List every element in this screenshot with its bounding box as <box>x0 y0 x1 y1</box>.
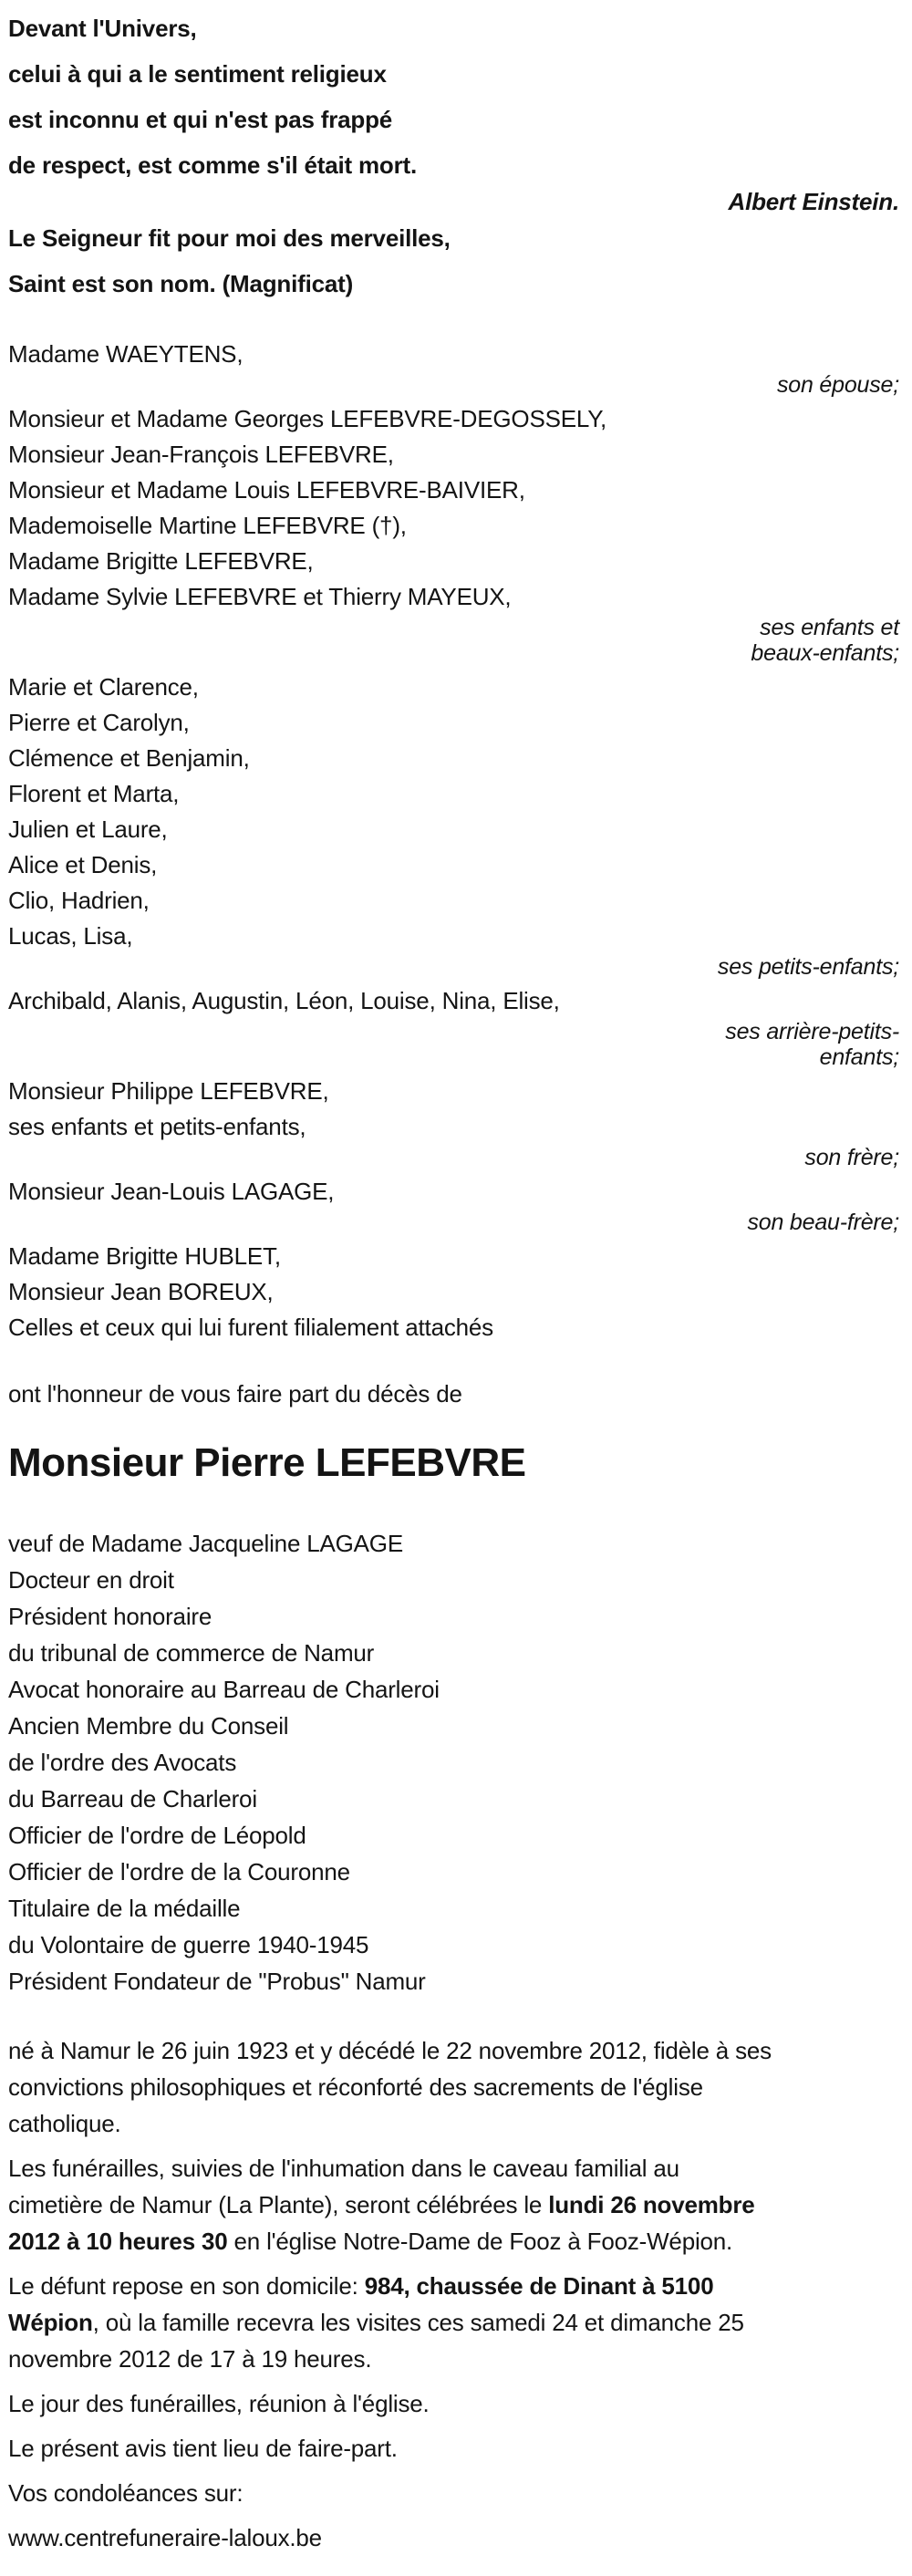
name-line: Monsieur Jean-François LEFEBVRE, <box>8 441 394 468</box>
name-line: ses enfants et petits-enfants, <box>8 1113 306 1140</box>
quote-line: de respect, est comme s'il était mort. <box>8 151 417 179</box>
relation-line: enfants; <box>819 1044 899 1070</box>
paragraph-line <box>8 2475 899 2511</box>
honor-line: Docteur en droit <box>8 1566 174 1594</box>
name-line: Madame Sylvie LEFEBVRE et Thierry MAYEUX, <box>8 583 512 610</box>
paragraph <box>8 2475 899 2511</box>
paragraph-line <box>8 2150 899 2186</box>
name-line: Celles et ceux qui lui furent filialement attachés <box>8 1314 493 1341</box>
honor-line: du Volontaire de guerre 1940-1945 <box>8 1931 369 1958</box>
name-line: Madame Brigitte LEFEBVRE, <box>8 547 314 575</box>
name-line: Monsieur et Madame Georges LEFEBVRE-DEGOSSELY, <box>8 405 607 432</box>
honors-list <box>8 1525 899 2000</box>
paragraph-line <box>8 2268 899 2304</box>
text-segment: www.centrefuneraire-laloux.be <box>8 2524 322 2551</box>
bold-segment: 2012 à 10 heures 30 <box>8 2228 228 2255</box>
paragraph <box>8 2430 899 2467</box>
text-segment: novembre 2012 de 17 à 19 heures. <box>8 2345 372 2373</box>
paragraph-line <box>8 2186 899 2223</box>
relation-line: beaux-enfants; <box>751 640 899 666</box>
family-group <box>8 401 899 666</box>
name-line: Alice et Denis, <box>8 851 158 878</box>
family-group <box>8 670 899 980</box>
honor-line: du Barreau de Charleroi <box>8 1785 257 1813</box>
text-segment: cimetière de Namur (La Plante), seront célébrées le <box>8 2191 549 2218</box>
relation-line: ses petits-enfants; <box>717 954 899 980</box>
honor-line: du tribunal de commerce de Namur <box>8 1639 375 1667</box>
paragraph-line <box>8 2105 899 2142</box>
bold-segment: Wépion <box>8 2309 93 2336</box>
family-group <box>8 1174 899 1235</box>
name-line: Pierre et Carolyn, <box>8 709 190 736</box>
funeral-details <box>8 2032 899 2556</box>
family-group <box>8 983 899 1070</box>
quote-line: est inconnu et qui n'est pas frappé <box>8 106 393 133</box>
family-group <box>8 1239 899 1345</box>
quote-line: Devant l'Univers, <box>8 15 197 42</box>
honor-line: Président honoraire <box>8 1603 212 1630</box>
name-line: Clémence et Benjamin, <box>8 744 250 772</box>
name-line: Monsieur Philippe LEFEBVRE, <box>8 1077 329 1105</box>
relation-line: son frère; <box>804 1145 899 1170</box>
paragraph-line <box>8 2304 899 2341</box>
family-group <box>8 1074 899 1170</box>
text-segment: , où la famille recevra les visites ces samedi 24 et dimanche 25 <box>92 2309 744 2336</box>
paragraph <box>8 2519 899 2556</box>
name-line: Archibald, Alanis, Augustin, Léon, Louise, Nina, Elise, <box>8 987 560 1014</box>
quote-attribution: Albert Einstein. <box>728 188 899 215</box>
paragraph-line <box>8 2341 899 2377</box>
honor-line: Officier de l'ordre de Léopold <box>8 1822 306 1849</box>
honor-line: de l'ordre des Avocats <box>8 1749 237 1776</box>
text-segment: catholique. <box>8 2110 121 2137</box>
name-line: Marie et Clarence, <box>8 673 199 701</box>
deceased-name: Monsieur Pierre LEFEBVRE <box>8 1440 526 1485</box>
paragraph <box>8 2150 899 2259</box>
text-segment: Le défunt repose en son domicile: <box>8 2272 365 2300</box>
paragraph-line <box>8 2223 899 2259</box>
bold-segment: 984, chaussée de Dinant à 5100 <box>364 2272 714 2300</box>
name-line: Clio, Hadrien, <box>8 887 150 914</box>
hymn-line: Saint est son nom. (Magnificat) <box>8 270 354 297</box>
name-line: Monsieur Jean BOREUX, <box>8 1278 274 1305</box>
text-segment: Le jour des funérailles, réunion à l'église. <box>8 2390 430 2417</box>
text-segment: né à Namur le 26 juin 1923 et y décédé le 22 novembre 2012, fidèle à ses <box>8 2037 772 2064</box>
announcement-line: ont l'honneur de vous faire part du décès de <box>8 1380 462 1407</box>
relation-line: ses arrière-petits- <box>725 1019 899 1044</box>
bold-segment: lundi 26 novembre <box>548 2191 755 2218</box>
relation-line: son épouse; <box>776 372 899 398</box>
hymn-section <box>8 215 899 306</box>
honor-line: Ancien Membre du Conseil <box>8 1712 289 1740</box>
honor-line: Président Fondateur de "Probus" Namur <box>8 1968 426 1995</box>
family-list <box>8 337 899 1345</box>
family-group <box>8 337 899 398</box>
paragraph <box>8 2385 899 2422</box>
text-segment: Le présent avis tient lieu de faire-part. <box>8 2435 398 2462</box>
relation-line: son beau-frère; <box>747 1210 899 1235</box>
name-line: Mademoiselle Martine LEFEBVRE (†), <box>8 512 407 539</box>
name-line: Madame Brigitte HUBLET, <box>8 1242 281 1270</box>
name-line: Madame WAEYTENS, <box>8 340 244 368</box>
name-line: Lucas, Lisa, <box>8 922 133 950</box>
honor-line: Avocat honoraire au Barreau de Charleroi <box>8 1676 440 1703</box>
text-segment: en l'église Notre-Dame de Fooz à Fooz-Wépion. <box>227 2228 733 2255</box>
name-line: Monsieur Jean-Louis LAGAGE, <box>8 1178 335 1205</box>
paragraph-line <box>8 2430 899 2467</box>
quote-section <box>8 5 899 188</box>
quote-line: celui à qui a le sentiment religieux <box>8 60 387 88</box>
honor-line: veuf de Madame Jacqueline LAGAGE <box>8 1530 403 1557</box>
paragraph <box>8 2268 899 2377</box>
text-segment: Vos condoléances sur: <box>8 2479 244 2507</box>
paragraph-line <box>8 2385 899 2422</box>
paragraph-line <box>8 2032 899 2069</box>
text-segment: convictions philosophiques et réconforté des sacrements de l'église <box>8 2073 703 2101</box>
paragraph-line <box>8 2519 899 2556</box>
name-line: Julien et Laure, <box>8 815 168 843</box>
relation-line: ses enfants et <box>760 615 899 640</box>
text-segment: Les funérailles, suivies de l'inhumation dans le caveau familial au <box>8 2155 679 2182</box>
hymn-line: Le Seigneur fit pour moi des merveilles, <box>8 224 451 252</box>
honor-line: Titulaire de la médaille <box>8 1895 241 1922</box>
paragraph <box>8 2032 899 2142</box>
name-line: Monsieur et Madame Louis LEFEBVRE-BAIVIER, <box>8 476 525 504</box>
honor-line: Officier de l'ordre de la Couronne <box>8 1858 350 1885</box>
name-line: Florent et Marta, <box>8 780 180 807</box>
paragraph-line <box>8 2069 899 2105</box>
